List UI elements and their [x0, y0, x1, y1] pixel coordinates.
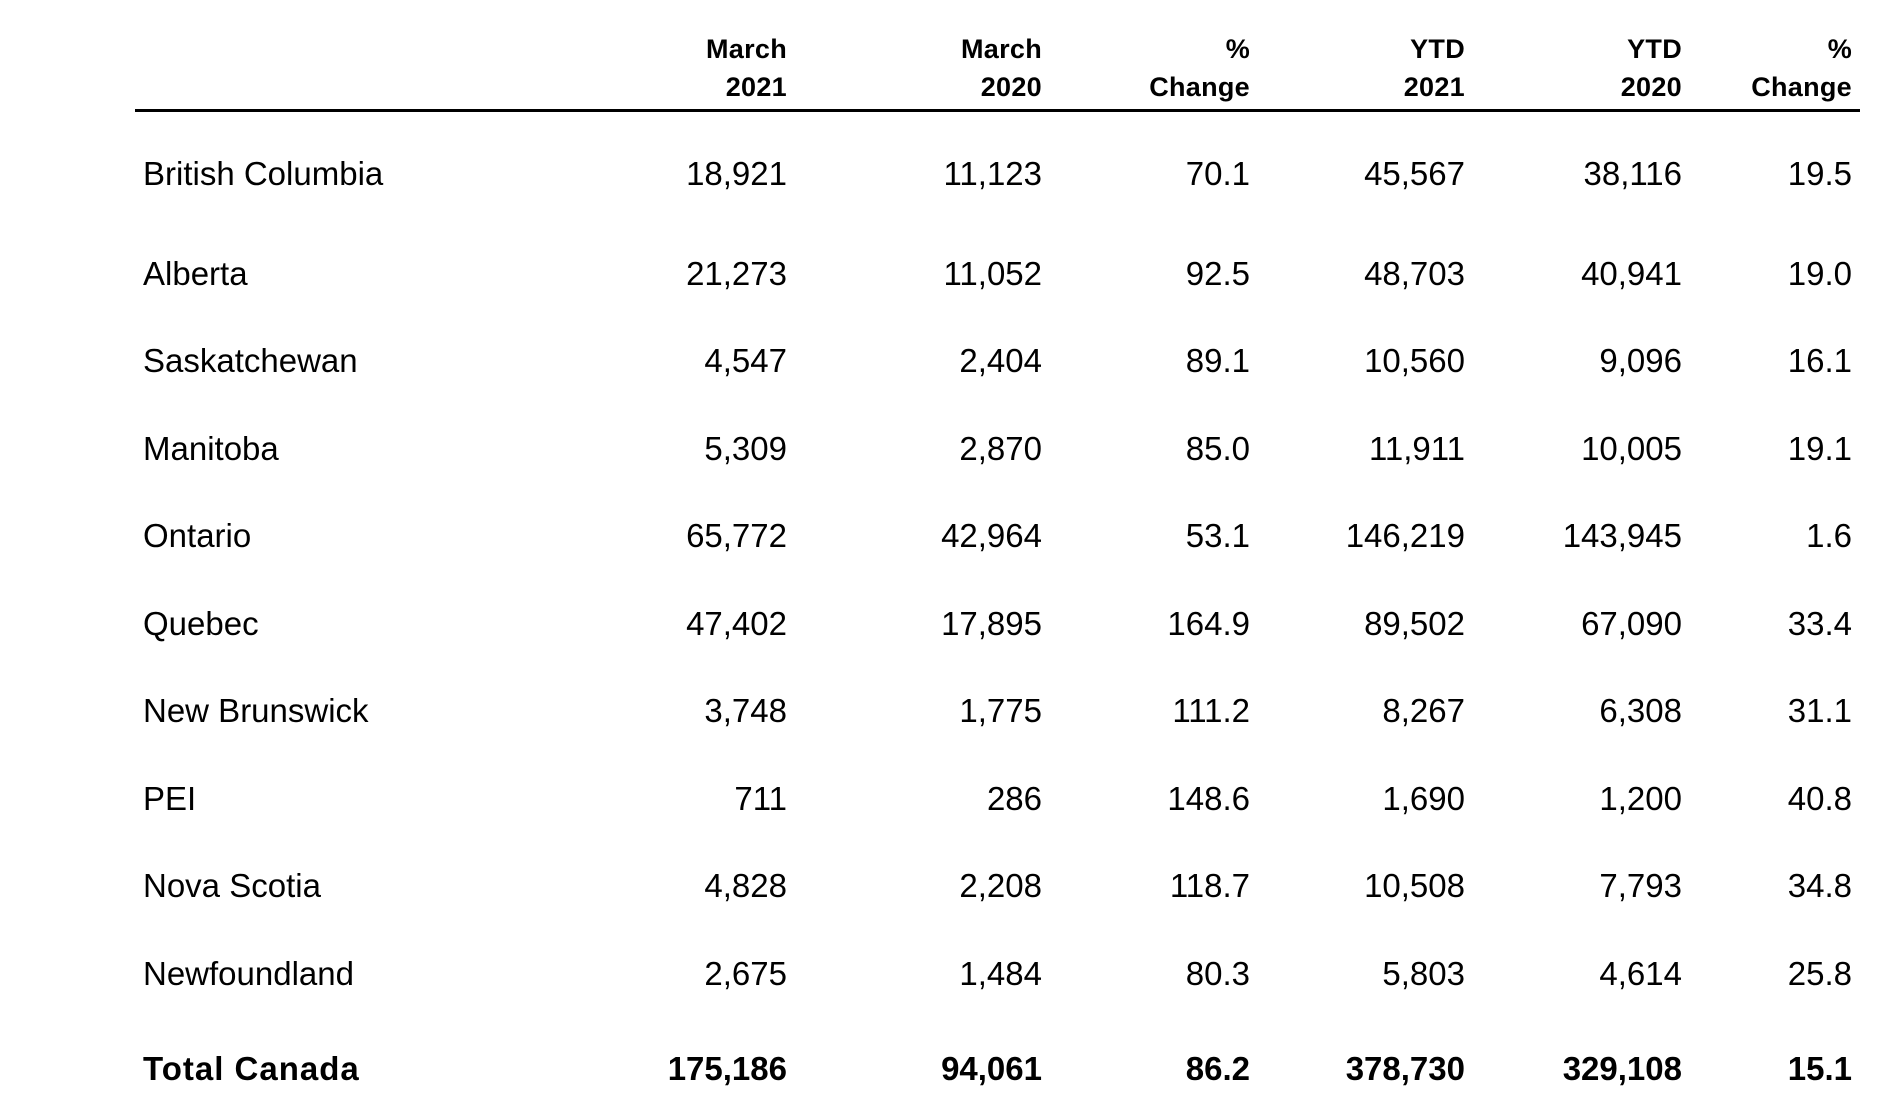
table-row — [135, 580, 1860, 668]
table-cell: 6,308 — [1599, 692, 1682, 730]
table-cell: 42,964 — [941, 517, 1042, 555]
table-cell: 11,123 — [943, 155, 1042, 192]
row-label: Alberta — [143, 254, 248, 292]
table-cell: 2,208 — [959, 867, 1042, 905]
table-cell: 25.8 — [1787, 954, 1852, 992]
table-cell: 89.1 — [1185, 342, 1250, 380]
table-cell: 16.1 — [1787, 342, 1852, 380]
table-row — [135, 755, 1860, 843]
table-cell: 1,690 — [1382, 779, 1465, 817]
table-cell: 19.0 — [1787, 254, 1852, 292]
header-march-2021: March 2021 — [595, 30, 795, 111]
table-row — [135, 318, 1860, 406]
row-label: Saskatchewan — [143, 342, 358, 380]
row-label: Manitoba — [143, 429, 279, 467]
row-label: PEI — [143, 779, 197, 817]
table-cell: 40.8 — [1787, 779, 1852, 817]
table-cell: 65,772 — [686, 517, 787, 555]
table-cell: 1.6 — [1806, 517, 1852, 555]
table-cell: 40,941 — [1581, 254, 1682, 292]
table-cell: 38,116 — [1583, 155, 1682, 192]
provincial-data-table — [135, 30, 1860, 1114]
table-cell: 67,090 — [1581, 604, 1682, 642]
table-cell: 164.9 — [1167, 604, 1250, 642]
table-header — [135, 30, 1860, 111]
table-cell: 31.1 — [1787, 692, 1852, 730]
table-cell: 53.1 — [1185, 517, 1250, 555]
table-cell: 111.2 — [1172, 692, 1250, 730]
table-cell: 45,567 — [1364, 155, 1465, 192]
table-row — [135, 493, 1860, 581]
table-cell: 2,870 — [959, 429, 1042, 467]
table-body — [135, 111, 1860, 1114]
table-cell: 3,748 — [704, 692, 787, 730]
table-cell: 118.7 — [1169, 867, 1250, 905]
total-cell: 378,730 — [1345, 1049, 1465, 1087]
table-cell: 1,200 — [1599, 779, 1682, 817]
table-row — [135, 405, 1860, 493]
table-cell: 92.5 — [1185, 254, 1250, 292]
table-cell: 1,775 — [959, 692, 1042, 730]
table-cell: 5,309 — [704, 429, 787, 467]
table-cell: 4,547 — [704, 342, 787, 380]
header-ytd-2021: YTD 2021 — [1258, 30, 1473, 111]
table-cell: 11,052 — [943, 254, 1042, 292]
row-label: Ontario — [143, 517, 252, 555]
table-row — [135, 668, 1860, 756]
total-cell: 15.1 — [1787, 1049, 1852, 1087]
table-cell: 33.4 — [1787, 604, 1852, 642]
table-cell: 1,484 — [959, 954, 1042, 992]
total-label: Total Canada — [143, 1049, 360, 1087]
table-cell: 10,508 — [1364, 867, 1465, 905]
table-cell: 19.1 — [1787, 429, 1852, 467]
table-cell: 85.0 — [1185, 429, 1250, 467]
table-cell: 5,803 — [1382, 954, 1465, 992]
header-ytd-2020: YTD 2020 — [1473, 30, 1690, 111]
table-cell: 70.1 — [1185, 155, 1250, 192]
table-cell: 146,219 — [1345, 517, 1465, 555]
table-cell: 34.8 — [1787, 867, 1852, 905]
table-cell: 711 — [734, 779, 787, 817]
table-row — [135, 930, 1860, 1018]
table-cell: 7,793 — [1599, 867, 1682, 905]
table-cell: 10,560 — [1364, 342, 1465, 380]
table-row — [135, 843, 1860, 931]
table-row — [135, 230, 1860, 318]
table-cell: 4,828 — [704, 867, 787, 905]
table-cell: 143,945 — [1562, 517, 1682, 555]
table-cell: 18,921 — [686, 155, 787, 192]
table-cell: 19.5 — [1787, 155, 1852, 192]
header-march-2020: March 2020 — [795, 30, 1050, 111]
table-cell: 17,895 — [941, 604, 1042, 642]
total-cell: 94,061 — [941, 1049, 1042, 1087]
table-cell: 148.6 — [1167, 779, 1250, 817]
table-cell: 286 — [986, 779, 1042, 817]
table-row — [135, 111, 1860, 231]
data-table-container — [135, 30, 1852, 1114]
row-label: Newfoundland — [143, 954, 354, 992]
header-row — [135, 30, 1860, 111]
table-cell: 47,402 — [686, 604, 787, 642]
header-ytd-pct-change: % Change — [1690, 30, 1860, 111]
header-month-pct-change: % Change — [1050, 30, 1258, 111]
table-cell: 2,404 — [959, 342, 1042, 380]
table-cell: 11,911 — [1368, 429, 1465, 467]
table-cell: 4,614 — [1599, 954, 1682, 992]
table-cell: 9,096 — [1599, 342, 1682, 380]
total-cell: 86.2 — [1185, 1049, 1250, 1087]
total-cell: 329,108 — [1562, 1049, 1682, 1087]
row-label: Nova Scotia — [143, 867, 321, 905]
header-label-cell — [135, 30, 595, 111]
row-label: New Brunswick — [143, 692, 369, 730]
table-cell: 10,005 — [1581, 429, 1682, 467]
total-cell: 175,186 — [667, 1049, 787, 1087]
table-cell: 2,675 — [704, 954, 787, 992]
table-cell: 48,703 — [1364, 254, 1465, 292]
row-label: British Columbia — [143, 155, 384, 192]
table-cell: 21,273 — [686, 254, 787, 292]
table-cell: 8,267 — [1382, 692, 1465, 730]
table-cell: 80.3 — [1185, 954, 1250, 992]
total-row — [135, 1018, 1860, 1114]
row-label: Quebec — [143, 604, 259, 642]
table-cell: 89,502 — [1364, 604, 1465, 642]
